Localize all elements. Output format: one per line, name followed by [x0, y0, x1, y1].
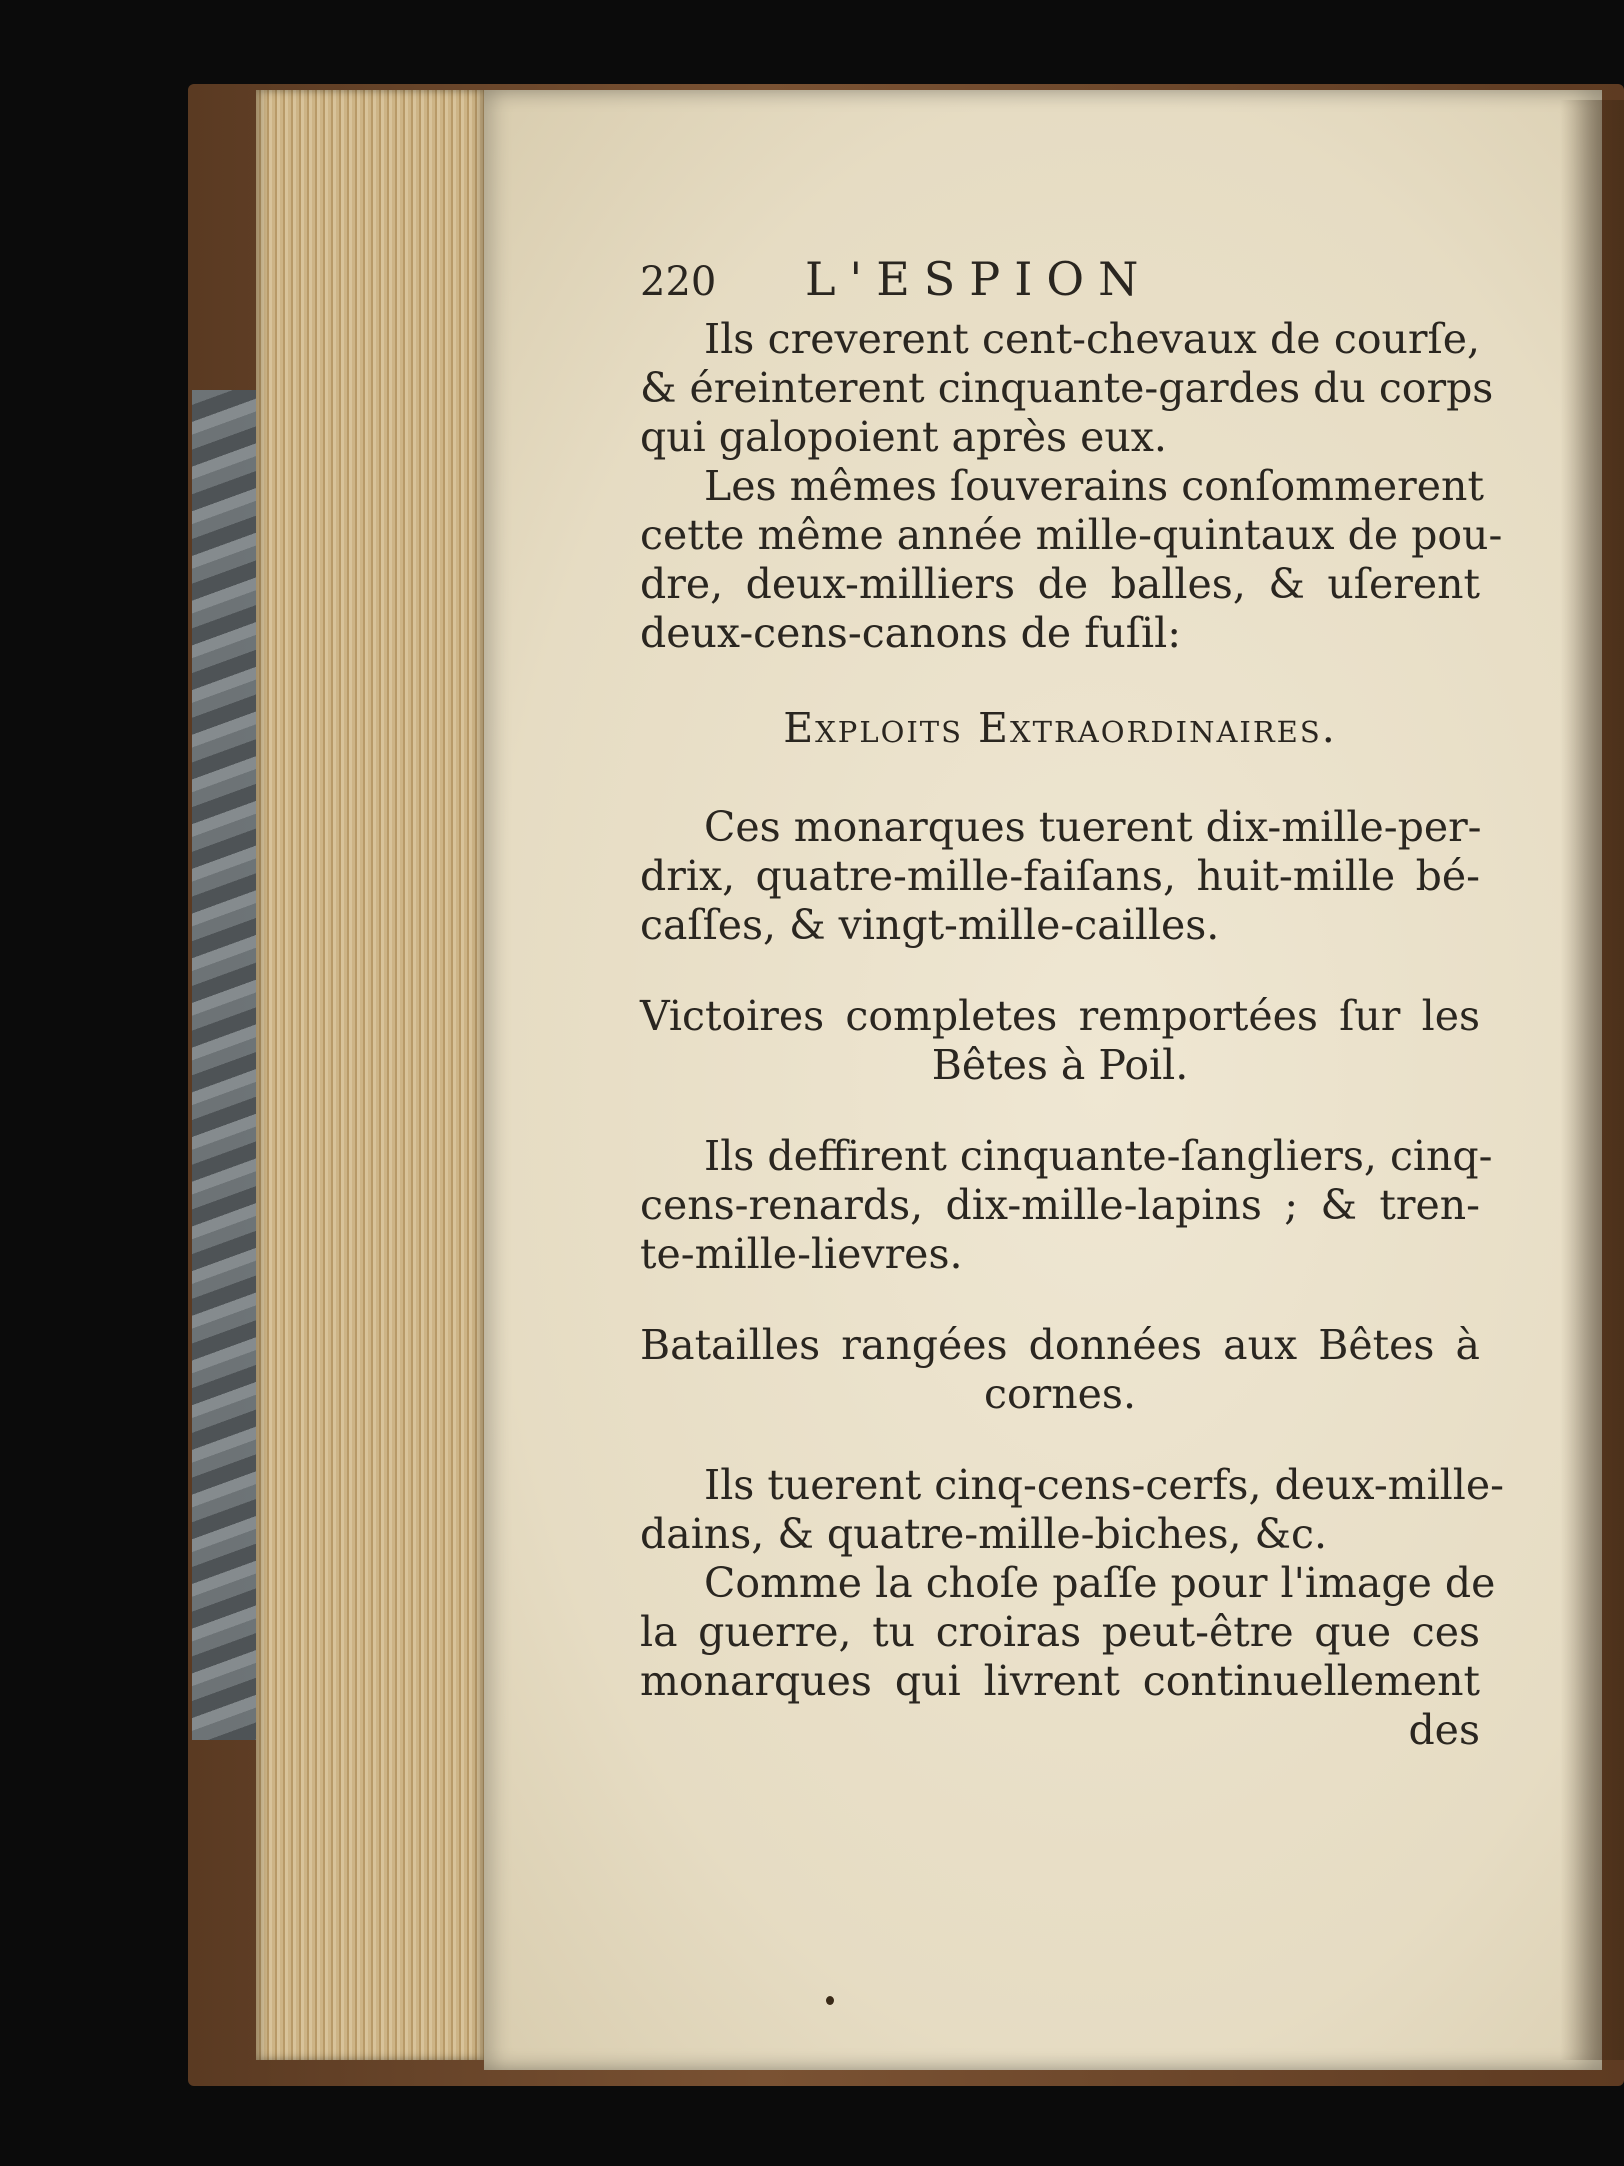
text-line: Ils creverent cent-chevaux de courſe, [704, 315, 1480, 363]
text-line: cette même année mille-quintaux de pou- [640, 511, 1503, 559]
section-heading-line: Victoires completes remportées ſur les [640, 992, 1480, 1040]
section-heading-line: cornes. [984, 1370, 1136, 1418]
spacer [640, 1419, 1480, 1461]
text-line: deux-cens-canons de fuſil: [640, 609, 1182, 657]
section-heading-line: Bêtes à Poil. [931, 1041, 1189, 1089]
page-edges [256, 90, 486, 2060]
page-number: 220 [640, 259, 717, 305]
text-line: Comme la choſe paſſe pour l'image de [704, 1559, 1496, 1607]
text-line: cens-renards, dix-mille-lapins ; & tren- [640, 1181, 1480, 1229]
section-heading [640, 704, 1480, 753]
catchword: des [1408, 1706, 1480, 1754]
heading-text: Exploits Extraordinaires. [783, 704, 1337, 752]
running-title: L'ESPION [805, 252, 1153, 306]
text-line: la guerre, tu croiras peut-être que ces [640, 1608, 1480, 1656]
marbled-endpaper [192, 390, 262, 1740]
page-gutter-shadow [1560, 100, 1624, 2060]
text-line: Les mêmes ſouverains conſommerent [704, 462, 1484, 510]
spacer [640, 1090, 1480, 1132]
text-line: te-mille-lievres. [640, 1230, 963, 1278]
text-line: Ils deffirent cinquante-ſangliers, cinq- [704, 1132, 1493, 1180]
page-header [640, 252, 1480, 315]
text-line: caſſes, & vingt-mille-cailles. [640, 901, 1220, 949]
text-line: dains, & quatre-mille-biches, &c. [640, 1510, 1328, 1558]
spacer [640, 950, 1480, 992]
text-line: qui galopoient après eux. [640, 413, 1167, 461]
spacer [640, 1279, 1480, 1321]
text-line: Ils tuerent cinq-cens-cerfs, deux-mille- [704, 1461, 1505, 1509]
text-line: drix, quatre-mille-faiſans, huit-mille bé- [640, 852, 1480, 900]
text-line: monarques qui livrent continuellement [640, 1657, 1480, 1705]
text-line: Ces monarques tuerent dix-mille-per- [704, 803, 1482, 851]
page-text [640, 252, 1505, 1755]
section-heading-line: Batailles rangées données aux Bêtes à [640, 1321, 1480, 1369]
ink-speck [826, 1996, 834, 2005]
text-line: & éreinterent cinquante-gardes du corps [640, 364, 1494, 412]
text-line: dre, deux-milliers de balles, & uſerent [640, 560, 1480, 608]
